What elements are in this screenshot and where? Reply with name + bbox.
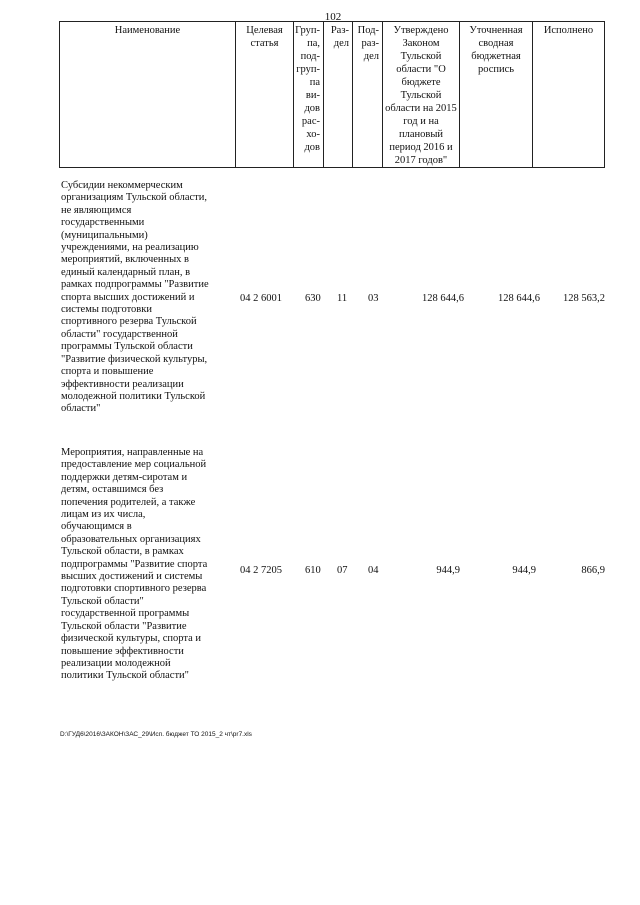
row-section: 11 [337, 293, 348, 304]
column-header-group: Груп-па, под-груп-па ви-дов рас-хо-дов [294, 22, 324, 168]
page-number: 102 [324, 11, 342, 23]
row-executed: 128 563,2 [563, 293, 605, 304]
row-section: 07 [337, 565, 348, 576]
column-header-name: Наименование [60, 22, 236, 168]
column-header-section: Раз-дел [324, 22, 353, 168]
column-header-subsection: Под-раз-дел [353, 22, 383, 168]
row-name: Субсидии некоммерческим организациям Тульской области, не являющимся государственными (муниципальными) учреждениями, на реализацию мероприятий, включенных в единый календарный план, в рамках подпрограммы "Развитие спорта высших достижений и системы подготовки спортивного резерва Тульской области" государственной программы Тульской области "Развитие физической культуры, спорта и повышение эффективности реализации молодежной политики Тульской области" [61, 180, 209, 415]
row-subsection: 04 [368, 565, 379, 576]
row-refined: 944,9 [512, 565, 536, 576]
footer-file-path: D:\ГУД6\2016\ЗАКОН\ЗАС_29\Исп. бюджет ТО 2015_2 чт\pr7.xls [60, 731, 252, 738]
row-approved: 944,9 [436, 565, 460, 576]
column-header-refined: Уточненная сводная бюджетная роспись [460, 22, 533, 168]
column-header-executed: Исполнено [533, 22, 605, 168]
column-header-target-article: Целевая статья [236, 22, 294, 168]
row-name: Мероприятия, направленные на предоставление мер социальной поддержки детям-сиротам и детям, оставшимся без попечения родителей, а также лицам из их числа, обучающимся в образовательных организациях Тульской области, в рамках подпрограммы "Развитие спорта высших достижений и системы подготовки спортивного резерва Тульской области" государственной программы Тульской области "Развитие физической культуры, спорта и повышение эффективности реализации молодежной политики Тульской области" [61, 447, 208, 682]
row-approved: 128 644,6 [422, 293, 464, 304]
row-executed: 866,9 [581, 565, 605, 576]
row-target-article: 04 2 7205 [240, 565, 282, 576]
row-group: 610 [305, 565, 321, 576]
column-header-approved: Утверждено Законом Тульской области "О бюджете Тульской области на 2015 год и на плановый период 2016 и 2017 годов" [383, 22, 460, 168]
table-header [59, 21, 605, 168]
row-target-article: 04 2 6001 [240, 293, 282, 304]
row-subsection: 03 [368, 293, 379, 304]
row-group: 630 [305, 293, 321, 304]
row-refined: 128 644,6 [498, 293, 540, 304]
